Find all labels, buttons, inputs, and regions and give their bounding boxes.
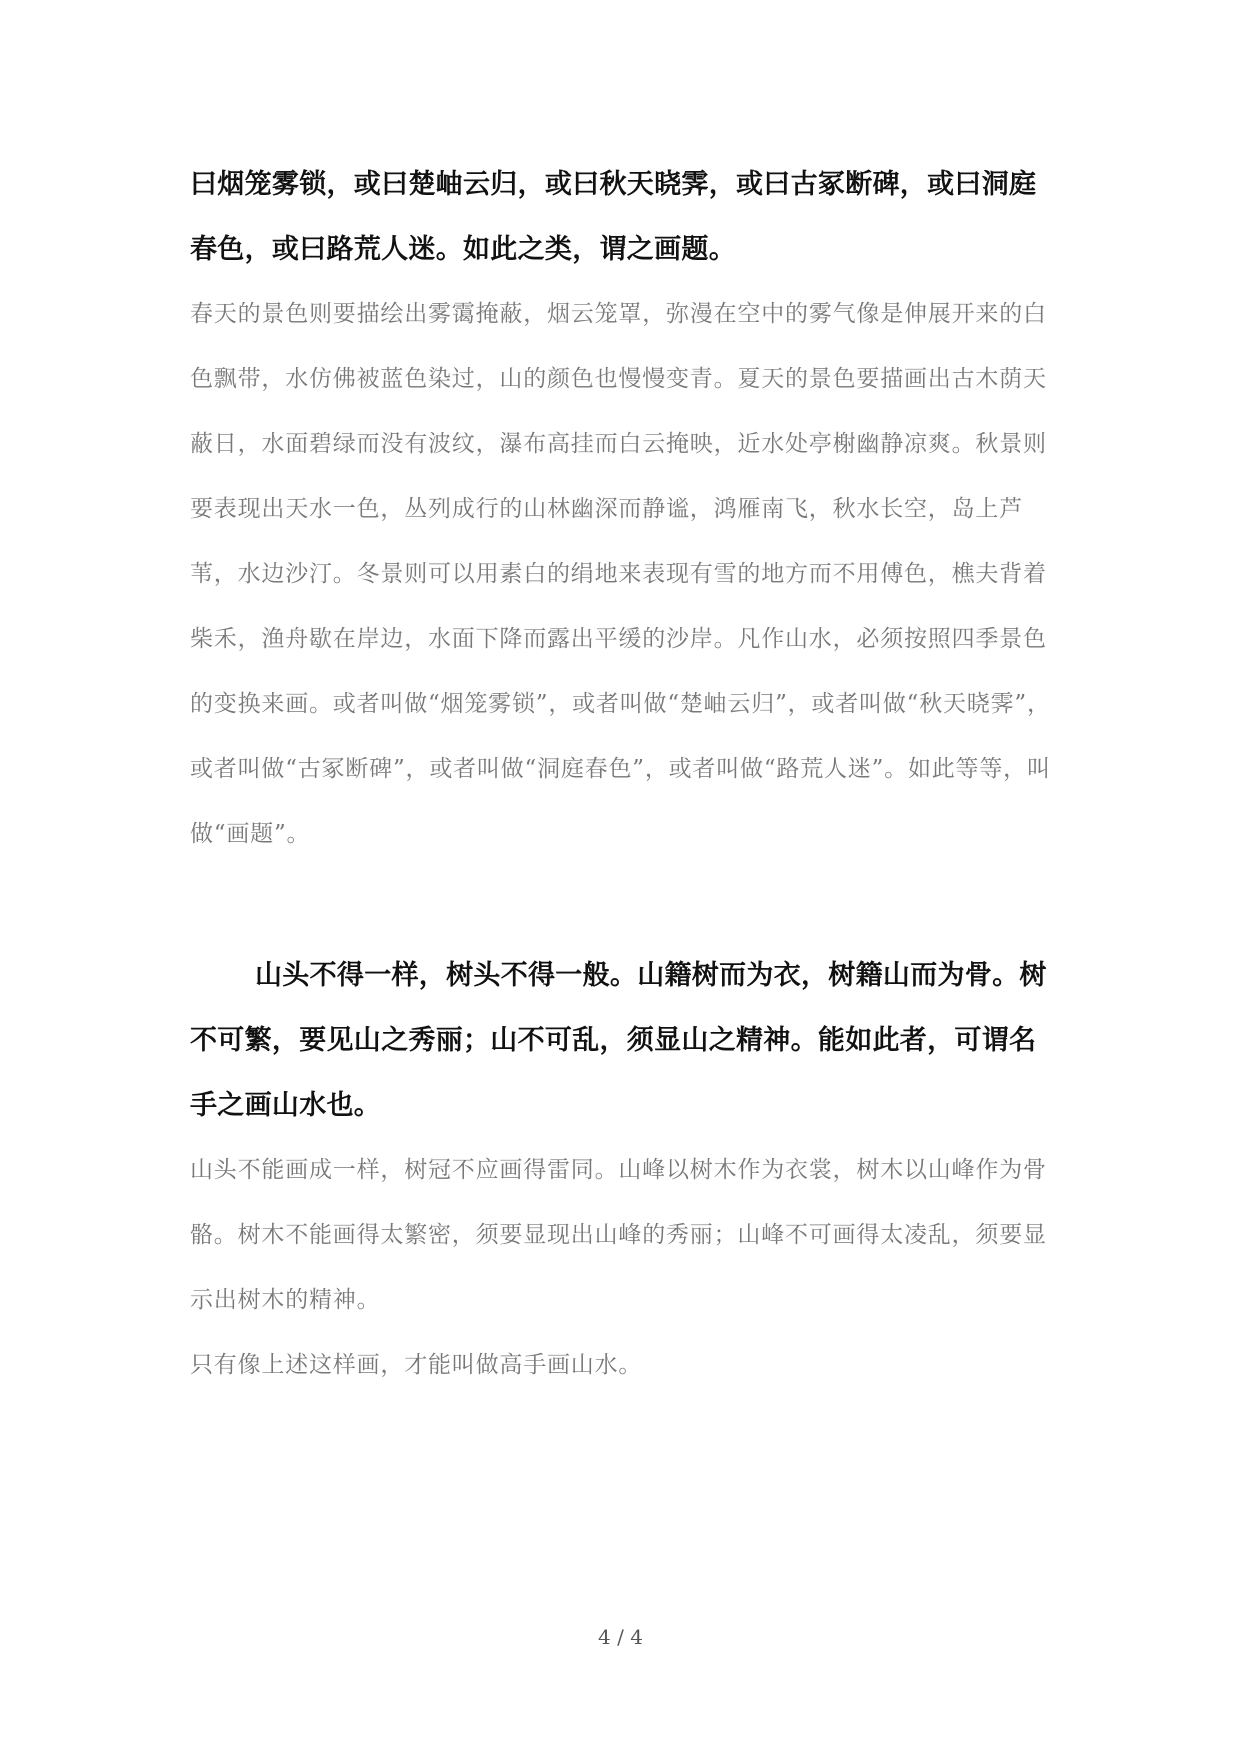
classical-text: 曰烟笼雾锁，或曰楚岫云归，或曰秋天晓霁，或曰古冢断碑，或曰洞庭春色，或曰路荒人迷。如此之类，谓之画题。 [190,169,1037,265]
translation-text: 春天的景色则要描绘出雾霭掩蔽，烟云笼罩，弥漫在空中的雾气像是伸展开来的白色飘带，水仿佛被蓝色染过，山的颜色也慢慢变青。夏天的景色要描画出古木荫天蔽日，水面碧绿而没有波纹，瀑布高挂而白云掩映，近水处亭榭幽静凉爽。秋景则要表现出天水一色，丛列成行的山林幽深而静谧，鸿雁南飞，秋水长空，岛上芦苇，水边沙汀。冬景则可以用素白的绢地来表现有雪的地方而不用傅色，樵夫背着柴禾，渔舟歇在岸边，水面下降而露出平缓的沙岸。凡作山水，必须按照四季景色的变换来画。或者叫做“烟笼雾锁”，或者叫做“楚岫云归”，或者叫做“秋天晓霁”，或者叫做“古冢断碑”，或者叫做“洞庭春色”，或者叫做“路荒人迷”。如此等等，叫做“画题”。 [190,301,1051,847]
text-section-1 [190,152,1060,867]
classical-text: 山头不得一样，树头不得一般。山籍树而为衣，树籍山而为骨。树不可繁，要见山之秀丽；山不可乱，须显山之精神。能如此者，可谓名手之画山水也。 [190,960,1047,1121]
page-number: 4 / 4 [598,1625,643,1649]
text-section-2 [190,943,1060,1398]
translation-text: 山头不能画成一样，树冠不应画得雷同。山峰以树木作为衣裳，树木以山峰作为骨骼。树木不能画得太繁密，须要显现出山峰的秀丽；山峰不可画得太凌乱，须要显示出树木的精神。 [190,1157,1047,1313]
translation-text: 只有像上述这样画，才能叫做高手画山水。 [190,1352,643,1378]
